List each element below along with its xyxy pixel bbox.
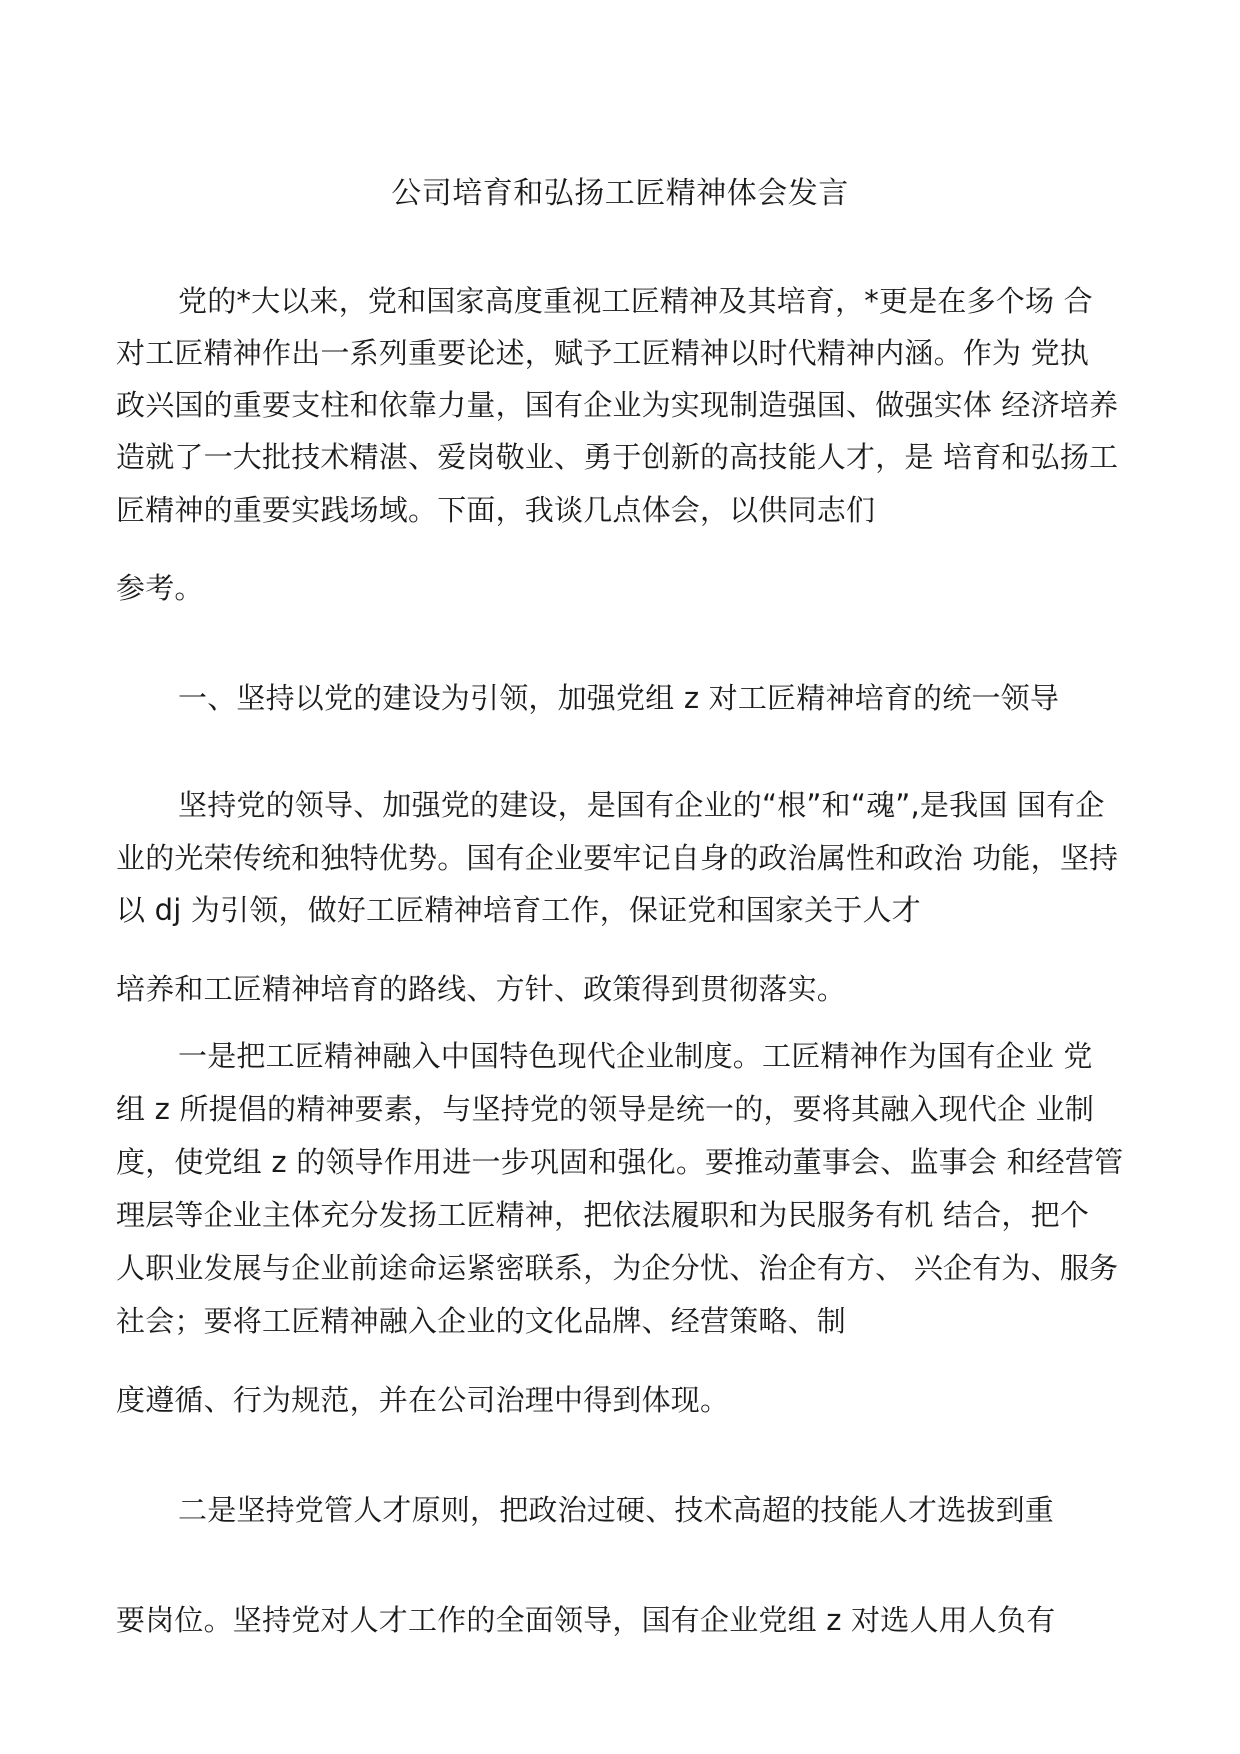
paragraph-line: 政兴国的重要支柱和依靠力量，国有企业为实现制造强国、做强实体 经济培养 — [116, 388, 1119, 422]
paragraph-line: 党的*大以来，党和国家高度重视工匠精神及其培育，*更是在多个场 合 — [178, 284, 1093, 318]
paragraph-line: 以 dj 为引领，做好工匠精神培育工作，保证党和国家关于人才 — [116, 893, 921, 927]
paragraph-line: 二是坚持党管人才原则，把政治过硬、技术高超的技能人才选拔到重 — [178, 1493, 1055, 1527]
paragraph-line: 对工匠精神作出一系列重要论述，赋予工匠精神以时代精神内涵。作为 党执 — [116, 336, 1090, 370]
paragraph-line: 培养和工匠精神培育的路线、方针、政策得到贯彻落实。 — [116, 972, 847, 1006]
paragraph-line: 度，使党组 z 的领导作用进一步巩固和强化。要推动董事会、监事会 和经营管 — [116, 1145, 1124, 1179]
paragraph-line: 参考。 — [116, 571, 204, 605]
paragraph-line: 业的光荣传统和独特优势。国有企业要牢记自身的政治属性和政治 功能，坚持 — [116, 841, 1119, 875]
paragraph-line: 度遵循、行为规范，并在公司治理中得到体现。 — [116, 1383, 730, 1417]
paragraph-line: 组 z 所提倡的精神要素，与坚持党的领导是统一的，要将其融入现代企 业制 — [116, 1092, 1095, 1126]
section-heading: 一、坚持以党的建设为引领，加强党组 z 对工匠精神培育的统一领导 — [178, 681, 1060, 715]
paragraph-line: 要岗位。坚持党对人才工作的全面领导，国有企业党组 z 对选人用人负有 — [116, 1603, 1056, 1637]
paragraph-line: 社会；要将工匠精神融入企业的文化品牌、经营策略、制 — [116, 1304, 847, 1338]
paragraph-line: 造就了一大批技术精湛、爱岗敬业、勇于创新的高技能人才，是 培育和弘扬工 — [116, 440, 1119, 474]
paragraph-line: 理层等企业主体充分发扬工匠精神，把依法履职和为民服务有机 结合，把个 — [116, 1198, 1090, 1232]
paragraph-line: 人职业发展与企业前途命运紧密联系，为企分忧、治企有方、 兴企有为、服务 — [116, 1251, 1119, 1285]
paragraph-line: 匠精神的重要实践场域。下面，我谈几点体会，以供同志们 — [116, 493, 876, 527]
paragraph-line: 坚持党的领导、加强党的建设，是国有企业的“根”和“魂”,是我国 国有企 — [178, 788, 1105, 822]
document-title: 公司培育和弘扬工匠精神体会发言 — [391, 176, 849, 211]
paragraph-line: 一是把工匠精神融入中国特色现代企业制度。工匠精神作为国有企业 党 — [178, 1039, 1093, 1073]
